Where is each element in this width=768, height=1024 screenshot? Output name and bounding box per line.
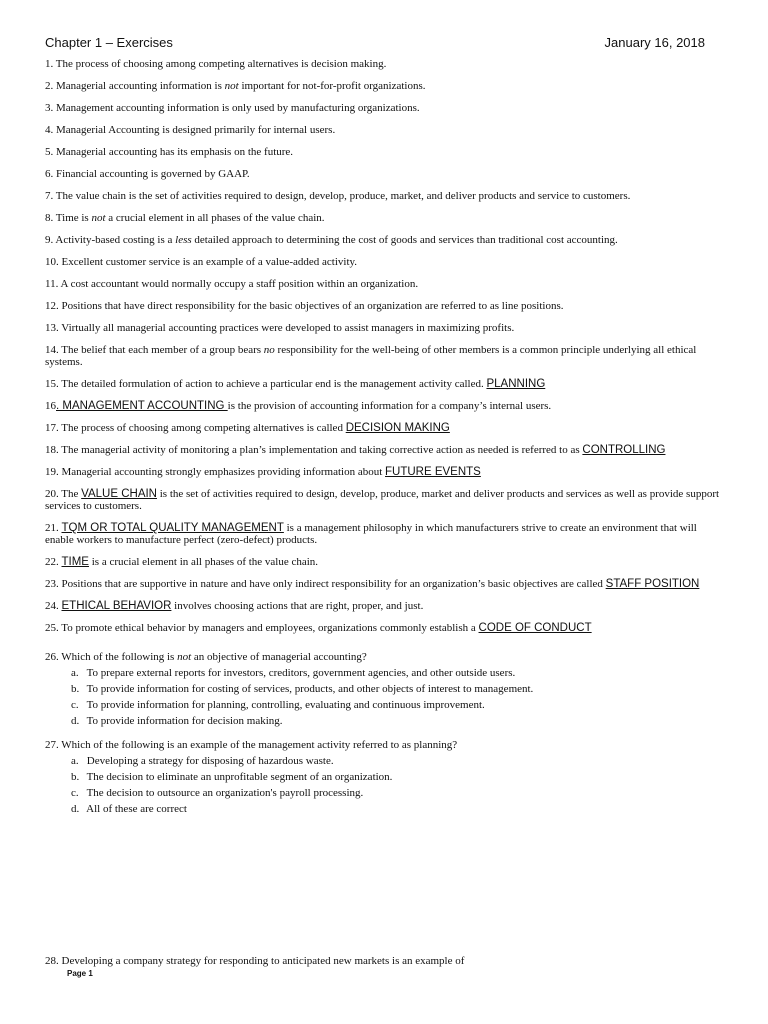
answer: ETHICAL BEHAVIOR	[61, 600, 172, 612]
question-27	[45, 739, 725, 817]
statement-5: 5. Managerial accounting has its emphasis on the future.	[45, 146, 294, 158]
option-b: b. To provide information for costing of services, products, and other objects of interest to management.	[71, 683, 534, 695]
answer-options	[71, 753, 725, 817]
option-b: b. The decision to eliminate an unprofitable segment of an organization.	[71, 771, 393, 783]
statement-1: 1. The process of choosing among competing alternatives is decision making.	[45, 58, 387, 70]
answer: DECISION MAKING	[345, 422, 450, 434]
option-c: c. To provide information for planning, controlling, evaluating and continuous improvement.	[71, 699, 485, 711]
fill-in-21: 21. TQM OR TOTAL QUALITY MANAGEMENT is a management philosophy in which manufacturers strive to create an environment that will enable workers to manufacture perfect (zero-defect) products.	[45, 522, 697, 546]
option-a: a. To prepare external reports for investors, creditors, government agencies, and other outside users.	[71, 667, 516, 679]
answer: PLANNING	[486, 378, 546, 390]
statement-6: 6. Financial accounting is governed by GAAP.	[45, 168, 250, 180]
answer-options	[71, 665, 725, 729]
option-c: c. The decision to outsource an organization's payroll processing.	[71, 787, 364, 799]
statement-7: 7. The value chain is the set of activities required to design, develop, produce, market, and deliver products and service to customers.	[45, 190, 631, 202]
page-header	[45, 35, 705, 50]
option-d: d. All of these are correct	[71, 803, 187, 815]
fill-in-25: 25. To promote ethical behavior by managers and employees, organizations commonly establish a CODE OF CONDUCT	[45, 622, 592, 634]
statement-12: 12. Positions that have direct responsibility for the basic objectives of an organization are referred to as line positions.	[45, 300, 564, 312]
answer: FUTURE EVENTS	[385, 466, 481, 478]
question-28: 28. Developing a company strategy for responding to anticipated new markets is an example of	[45, 955, 465, 967]
fill-in-17: 17. The process of choosing among competing alternatives is called DECISION MAKING	[45, 422, 450, 434]
answer: CONTROLLING	[582, 444, 666, 456]
fill-in-24: 24. ETHICAL BEHAVIOR involves choosing actions that are right, proper, and just.	[45, 600, 424, 612]
answer: . MANAGEMENT ACCOUNTING	[56, 400, 228, 412]
fill-in-16: 16. MANAGEMENT ACCOUNTING is the provision of accounting information for a company’s internal users.	[45, 400, 552, 412]
answer: TQM OR TOTAL QUALITY MANAGEMENT	[61, 522, 284, 534]
fill-in-20: 20. The VALUE CHAIN is the set of activities required to design, develop, produce, market and deliver products and services as well as provide support services to customers.	[45, 488, 720, 512]
header-title: Chapter 1 – Exercises	[45, 35, 173, 50]
question-stem: 27. Which of the following is an example of the management activity referred to as planning?	[45, 739, 458, 751]
statement-8: 8. Time is not a crucial element in all phases of the value chain.	[45, 212, 325, 224]
statement-11: 11. A cost accountant would normally occupy a staff position within an organization.	[45, 278, 419, 290]
statement-10: 10. Excellent customer service is an example of a value-added activity.	[45, 256, 358, 268]
statement-9: 9. Activity-based costing is a less detailed approach to determining the cost of goods and services than traditional cost accounting.	[45, 234, 618, 246]
fill-in-19: 19. Managerial accounting strongly emphasizes providing information about FUTURE EVENTS	[45, 466, 481, 478]
statement-14: 14. The belief that each member of a group bears no responsibility for the well-being of other members is a common principle underlying all ethical systems.	[45, 344, 697, 368]
fill-in-22: 22. TIME is a crucial element in all phases of the value chain.	[45, 556, 319, 568]
answer: CODE OF CONDUCT	[478, 622, 592, 634]
fill-in-15: 15. The detailed formulation of action to achieve a particular end is the management activity called. PLANNING	[45, 378, 546, 390]
fill-in-18: 18. The managerial activity of monitoring a plan’s implementation and taking corrective action as needed is referred to as CONTROLLING	[45, 444, 666, 456]
statement-3: 3. Management accounting information is only used by manufacturing organizations.	[45, 102, 420, 114]
statement-2: 2. Managerial accounting information is not important for not-for-profit organizations.	[45, 80, 426, 92]
fill-in-23: 23. Positions that are supportive in nature and have only indirect responsibility for an organization’s basic objectives are called STAFF POSITION	[45, 578, 700, 590]
answer: STAFF POSITION	[605, 578, 700, 590]
question-stem: 26. Which of the following is not an objective of managerial accounting?	[45, 651, 367, 663]
question-26	[45, 651, 725, 729]
statement-4: 4. Managerial Accounting is designed primarily for internal users.	[45, 124, 336, 136]
answer: TIME	[61, 556, 89, 568]
option-a: a. Developing a strategy for disposing of hazardous waste.	[71, 755, 334, 767]
answer: VALUE CHAIN	[81, 488, 157, 500]
page-number: Page 1	[67, 969, 93, 978]
option-d: d. To provide information for decision making.	[71, 715, 283, 727]
statement-13: 13. Virtually all managerial accounting practices were developed to assist managers in maximizing profits.	[45, 322, 515, 334]
exercise-list	[45, 58, 725, 827]
header-date: January 16, 2018	[604, 35, 705, 50]
